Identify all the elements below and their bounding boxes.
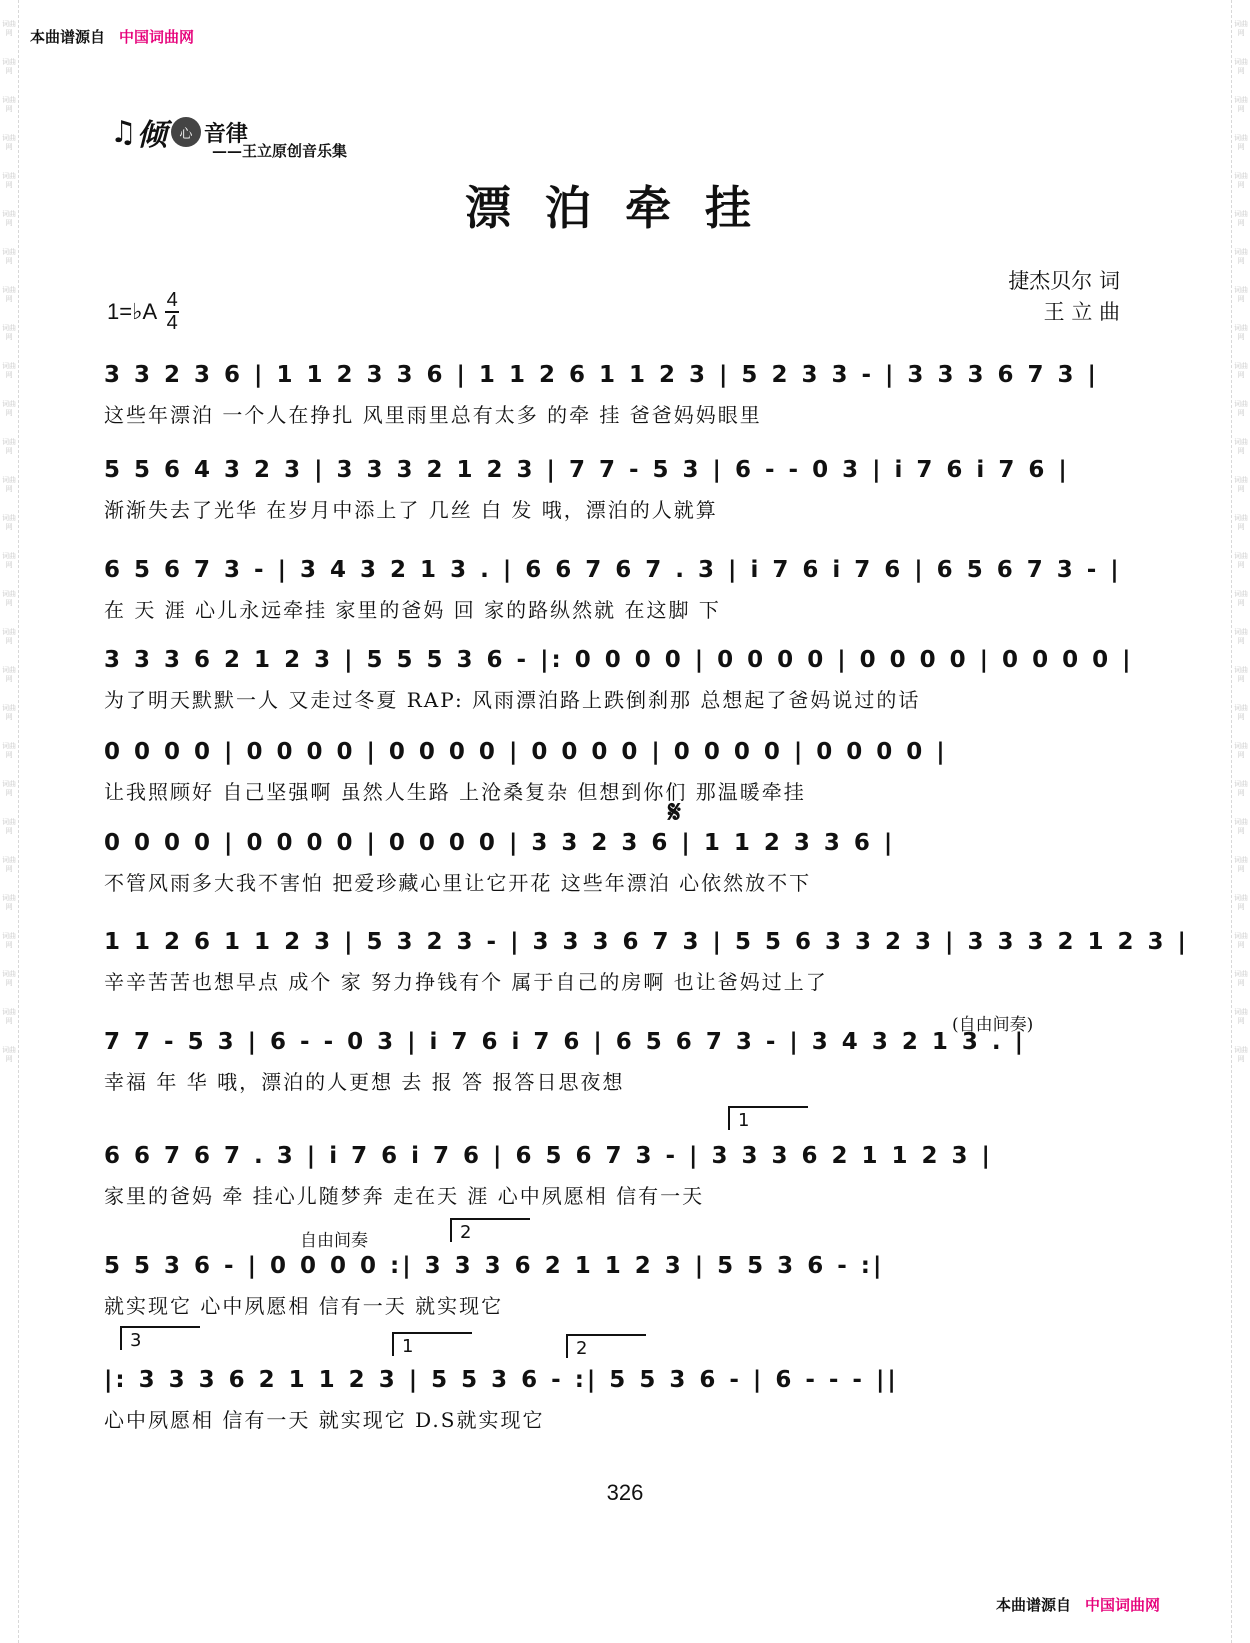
score-system-3 [104,550,1122,624]
lyric-line: 心中夙愿相 信有一天 就实现它 D.S就实现它 [104,1408,545,1432]
song-credits [1008,266,1120,328]
watermark-mark: 词曲网 [1234,362,1248,379]
volta-number: 1 [402,1336,414,1357]
watermark-mark: 词曲网 [2,476,16,493]
watermark-mark: 词曲网 [1234,400,1248,417]
song-title: 漂泊牵挂 [465,181,785,235]
volta-number: 1 [738,1110,750,1131]
watermark-mark: 词曲网 [1234,210,1248,227]
time-top: 4 [166,289,178,311]
volta-bracket-1b [392,1332,472,1356]
lyric-line: 辛辛苦苦也想早点 成个 家 努力挣钱有个 属于自己的房啊 也让爸妈过上了 [104,970,828,994]
key-signature [107,290,179,334]
lyric-line: 幸福 年 华 哦，漂泊的人更想 去 报 答 报答日思夜想 [104,1070,625,1094]
watermark-mark: 词曲网 [1234,20,1248,37]
watermark-mark: 词曲网 [1234,704,1248,721]
watermark-mark: 词曲网 [2,704,16,721]
composer: 王 立 曲 [1043,300,1120,324]
notation-line: 3 3 3 6 2 1 2 3 | 5 5 5 3 6 - |: 0 0 0 0 | 0 0 0 0 | 0 0 0 0 | 0 0 0 0 | [104,647,1134,673]
lyricist: 捷杰贝尔 词 [1008,269,1120,293]
music-note-icon: ♫ [110,114,137,150]
watermark-mark: 词曲网 [1234,666,1248,683]
notation-line: 5 5 6 4 3 2 3 | 3 3 3 2 1 2 3 | 7 7 - 5 3 | 6 - - 0 3 | i 7 6 i 7 6 | [104,457,1070,483]
source-credit-top [30,26,194,47]
source-label: 本曲谱源自 [995,1596,1071,1614]
watermark-mark: 词曲网 [2,780,16,797]
score-system-1 [104,355,1099,429]
score-system-5 [104,732,1074,806]
volta-bracket-2b [566,1334,646,1358]
watermark-mark: 词曲网 [1234,1008,1248,1025]
time-bottom: 4 [166,312,178,334]
watermark-mark: 词曲网 [2,856,16,873]
watermark-mark: 词曲网 [1234,324,1248,341]
watermark-mark: 词曲网 [2,590,16,607]
notation-line: 0 0 0 0 | 0 0 0 0 | 0 0 0 0 | 3 3 2 3 6 | 1 1 2 3 3 6 | [104,830,896,856]
watermark-mark: 词曲网 [1234,970,1248,987]
volta-number: 3 [130,1330,142,1351]
watermark-mark: 词曲网 [2,362,16,379]
lyric-line: 这些年漂泊 一个人在挣扎 风里雨里总有太多 的牵 挂 爸爸妈妈眼里 [104,403,762,427]
volta-bracket-3 [120,1326,200,1350]
logo-yinlv: 音律 [203,120,248,147]
score-system-6 [104,823,1074,897]
notation-line: 3 3 2 3 6 | 1 1 2 3 3 6 | 1 1 2 6 1 1 2 3 | 5 2 3 3 - | 3 3 3 6 7 3 | [104,362,1099,388]
source-label: 本曲谱源自 [30,28,106,46]
source-site-link[interactable]: 中国词曲网 [119,28,195,46]
watermark-mark: 词曲网 [1234,438,1248,455]
right-margin-watermark [1231,0,1250,1643]
notation-line: 7 7 - 5 3 | 6 - - 0 3 | i 7 6 i 7 6 | 6 5 6 7 3 - | 3 4 3 2 1 3 . | [104,1029,1027,1055]
lyric-line: 渐渐失去了光华 在岁月中添上了 几丝 白 发 哦，漂泊的人就算 [104,498,718,522]
watermark-mark: 词曲网 [1234,248,1248,265]
watermark-mark: 词曲网 [2,970,16,987]
notation-line: 6 5 6 7 3 - | 3 4 3 2 1 3 . | 6 6 7 6 7 . 3 | i 7 6 i 7 6 | 6 5 6 7 3 - | [104,557,1122,583]
watermark-mark: 词曲网 [2,20,16,37]
lyric-line: 为了明天默默一人 又走过冬夏 RAP: 风雨漂泊路上跌倒刹那 总想起了爸妈说过的话 [104,688,921,712]
lyric-line: 就实现它 心中夙愿相 信有一天 就实现它 [104,1294,504,1318]
segno-sign: 𝄋 [668,795,681,830]
notation-line: 5 5 3 6 - | 0 0 0 0 :| 3 3 3 6 2 1 1 2 3 | 5 5 3 6 - :| [104,1253,885,1279]
free-interlude-label: (自由间奏) [952,1015,1034,1035]
lyric-line: 让我照顾好 自己坚强啊 虽然人生路 上沧桑复杂 但想到你们 那温暖牵挂 [104,780,806,804]
page-number: 326 [606,1480,644,1505]
watermark-mark: 词曲网 [2,286,16,303]
source-credit-bottom [996,1594,1160,1615]
watermark-mark: 词曲网 [1234,172,1248,189]
watermark-mark: 词曲网 [2,248,16,265]
score-system-4 [104,640,1134,714]
watermark-mark: 词曲网 [2,96,16,113]
watermark-mark: 词曲网 [2,552,16,569]
volta-number: 2 [576,1338,588,1359]
watermark-mark: 词曲网 [2,324,16,341]
watermark-mark: 词曲网 [1234,818,1248,835]
watermark-mark: 词曲网 [2,438,16,455]
watermark-mark: 词曲网 [2,1008,16,1025]
watermark-mark: 词曲网 [2,58,16,75]
watermark-mark: 词曲网 [1234,96,1248,113]
time-signature [165,290,179,334]
heart-badge: 心 [171,117,201,147]
volta-bracket-1 [728,1106,808,1130]
watermark-mark: 词曲网 [2,894,16,911]
watermark-mark: 词曲网 [2,172,16,189]
watermark-mark: 词曲网 [1234,856,1248,873]
collection-subtitle: ——王立原创音乐集 [212,142,348,160]
watermark-mark: 词曲网 [2,514,16,531]
lyric-line: 不管风雨多大我不害怕 把爱珍藏心里让它开花 这些年漂泊 心依然放不下 [104,871,812,895]
watermark-mark: 词曲网 [1234,894,1248,911]
free-interlude-label: 自由间奏 [300,1231,368,1251]
score-system-7 [104,922,1189,996]
score-system-2 [104,450,1074,524]
watermark-mark: 词曲网 [1234,134,1248,151]
watermark-mark: 词曲网 [1234,590,1248,607]
watermark-mark: 词曲网 [1234,58,1248,75]
score-system-8 [104,1022,1074,1096]
score-system-9 [104,1136,1074,1210]
watermark-mark: 词曲网 [2,818,16,835]
watermark-mark: 词曲网 [1234,514,1248,531]
watermark-mark: 词曲网 [2,628,16,645]
watermark-mark: 词曲网 [2,134,16,151]
watermark-mark: 词曲网 [1234,286,1248,303]
volta-bracket-2 [450,1218,530,1242]
watermark-mark: 词曲网 [2,742,16,759]
lyric-line: 家里的爸妈 牵 挂心儿随梦奔 走在天 涯 心中夙愿相 信有一天 [104,1184,705,1208]
watermark-mark: 词曲网 [1234,742,1248,759]
score-system-11 [104,1360,1074,1434]
notation-line: 1 1 2 6 1 1 2 3 | 5 3 2 3 - | 3 3 3 6 7 3 | 5 5 6 3 3 2 3 | 3 3 3 2 1 2 3 | [104,929,1189,955]
watermark-mark: 词曲网 [1234,780,1248,797]
watermark-mark: 词曲网 [2,932,16,949]
volta-number: 2 [460,1222,472,1243]
watermark-mark: 词曲网 [2,666,16,683]
left-margin-watermark [0,0,19,1643]
key-label: 1=♭A [107,299,158,324]
watermark-mark: 词曲网 [2,400,16,417]
lyric-line: 在 天 涯 心儿永远牵挂 家里的爸妈 回 家的路纵然就 在这脚 下 [104,598,721,622]
watermark-mark: 词曲网 [1234,552,1248,569]
notation-line: 0 0 0 0 | 0 0 0 0 | 0 0 0 0 | 0 0 0 0 | 0 0 0 0 | 0 0 0 0 | [104,739,948,765]
logo-brand: 倾 [136,118,168,153]
watermark-mark: 词曲网 [2,210,16,227]
watermark-mark: 词曲网 [1234,932,1248,949]
watermark-mark: 词曲网 [1234,628,1248,645]
notation-line: 6 6 7 6 7 . 3 | i 7 6 i 7 6 | 6 5 6 7 3 - | 3 3 3 6 2 1 1 2 3 | [104,1143,993,1169]
watermark-mark: 词曲网 [1234,476,1248,493]
score-system-10 [104,1246,1074,1320]
source-site-link[interactable]: 中国词曲网 [1084,1596,1160,1614]
watermark-mark: 词曲网 [2,1046,16,1063]
watermark-mark: 词曲网 [1234,1046,1248,1063]
notation-line: |: 3 3 3 6 2 1 1 2 3 | 5 5 3 6 - :| 5 5 3 6 - | 6 - - - || [104,1367,899,1393]
